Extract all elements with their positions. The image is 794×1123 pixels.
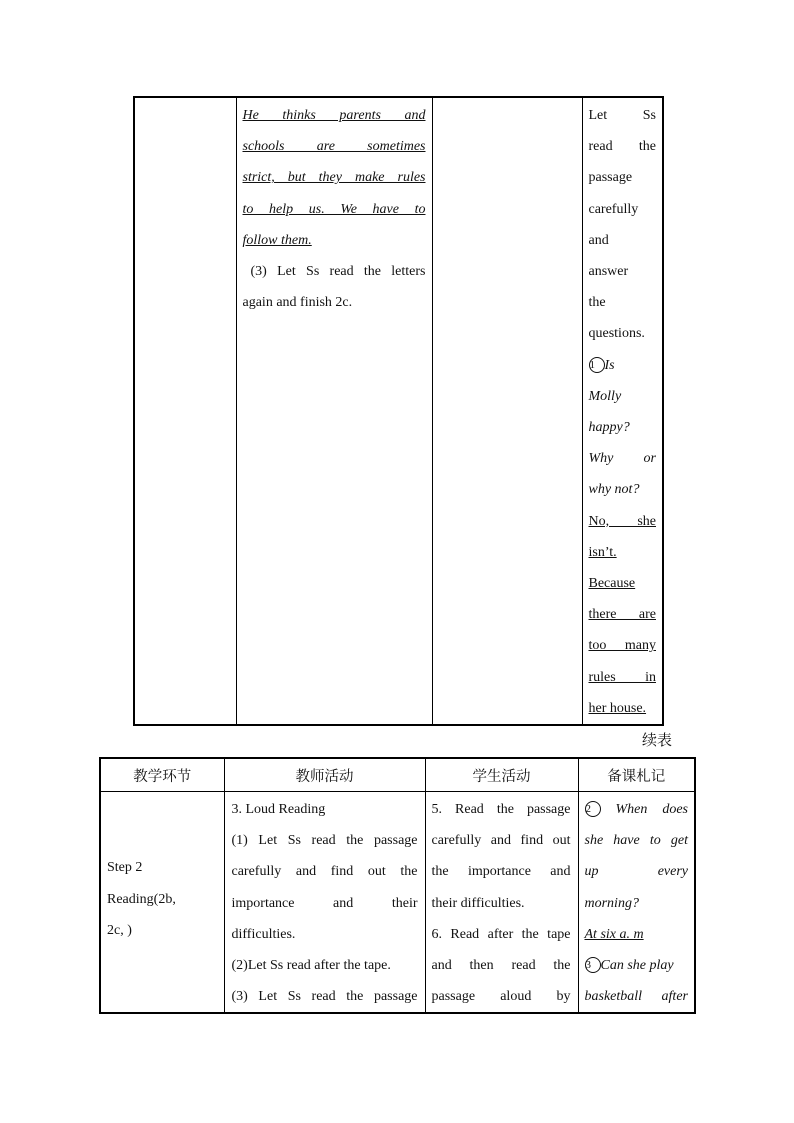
question-line: basketball after (584, 989, 688, 1005)
answer-line: isn’t. (588, 544, 617, 560)
notes-line: the (588, 295, 606, 311)
question-line: she have to get (584, 833, 688, 849)
notes-line: passage (588, 170, 633, 186)
notes-line: carefully (588, 201, 639, 217)
teacher-line: to help us. We have to (242, 201, 426, 217)
student-activity-cell (425, 792, 578, 1014)
header-step: 教学环节 (100, 758, 224, 792)
teacher-line: carefully and find out the (231, 864, 418, 880)
student-line: and then read the (431, 958, 571, 974)
circled-number-1: 1 (589, 357, 605, 373)
student-activity-cell (432, 97, 582, 725)
step-line: Reading(2b, (107, 891, 176, 907)
teacher-line: strict, but they make rules (242, 170, 426, 186)
student-line: passage aloud by (431, 989, 571, 1005)
question-line: morning? (584, 895, 639, 911)
student-line: carefully and find out (431, 833, 571, 849)
circled-number-3: 3 (585, 957, 601, 973)
notes-line: Let Ss (588, 108, 656, 123)
step3-line: again and finish 2c. (242, 295, 353, 311)
notes-line: answer (588, 264, 629, 280)
answer-line: her house. (588, 700, 647, 716)
question-2: 2 When does (585, 802, 688, 817)
teacher-line: (3) Let Ss read the passage (231, 989, 418, 1005)
step3-line: (3) Let Ss read the letters (250, 264, 426, 280)
notes-line: questions. (588, 326, 645, 342)
question-line: up every (584, 864, 688, 880)
answer-line: At six a. m (584, 926, 644, 942)
step-cell (100, 792, 224, 1014)
answer-line: too many (588, 638, 656, 654)
teacher-line: He thinks parents and (242, 108, 426, 123)
answer-line: No, she (588, 513, 656, 529)
question-line: Why or (588, 451, 656, 467)
teacher-line: (2)Let Ss read after the tape. (231, 958, 391, 974)
student-line: 5. Read the passage (431, 802, 571, 817)
student-line: the importance and (431, 864, 571, 880)
teacher-line: follow them. (242, 232, 312, 248)
teacher-line: schools are sometimes (242, 139, 426, 155)
notes-line: read the (588, 139, 656, 155)
teacher-activity-cell (236, 97, 432, 725)
question-line: happy? (588, 420, 630, 436)
lesson-table-bottom (99, 757, 696, 1014)
teacher-activity-cell (224, 792, 425, 1014)
header-student: 学生活动 (425, 758, 578, 792)
question-1: 1 Is (589, 357, 615, 373)
step-line: 2c, ) (107, 922, 132, 938)
notes-cell (582, 97, 663, 725)
step-line: Step 2 (107, 860, 143, 876)
teacher-line: importance and their (231, 895, 418, 911)
answer-line: Because (588, 576, 636, 592)
header-notes: 备课札记 (578, 758, 695, 792)
answer-line: there are (588, 607, 656, 623)
question-3: 3 Can she play (585, 958, 674, 974)
teacher-line: 3. Loud Reading (231, 802, 326, 817)
question-line: Molly (588, 388, 622, 404)
student-line: 6. Read after the tape (431, 926, 571, 942)
student-line: their difficulties. (431, 895, 525, 911)
continued-label: 续表 (642, 731, 673, 749)
header-teacher: 教师活动 (224, 758, 425, 792)
circled-number-2: 2 (585, 801, 601, 817)
notes-cell (578, 792, 695, 1014)
step-cell (134, 97, 236, 725)
teacher-line: (1) Let Ss read the passage (231, 833, 418, 849)
teacher-line: difficulties. (231, 926, 296, 942)
answer-line: rules in (588, 669, 656, 685)
lesson-table-top (133, 96, 664, 726)
notes-line: and (588, 232, 609, 248)
question-line: why not? (588, 482, 640, 498)
